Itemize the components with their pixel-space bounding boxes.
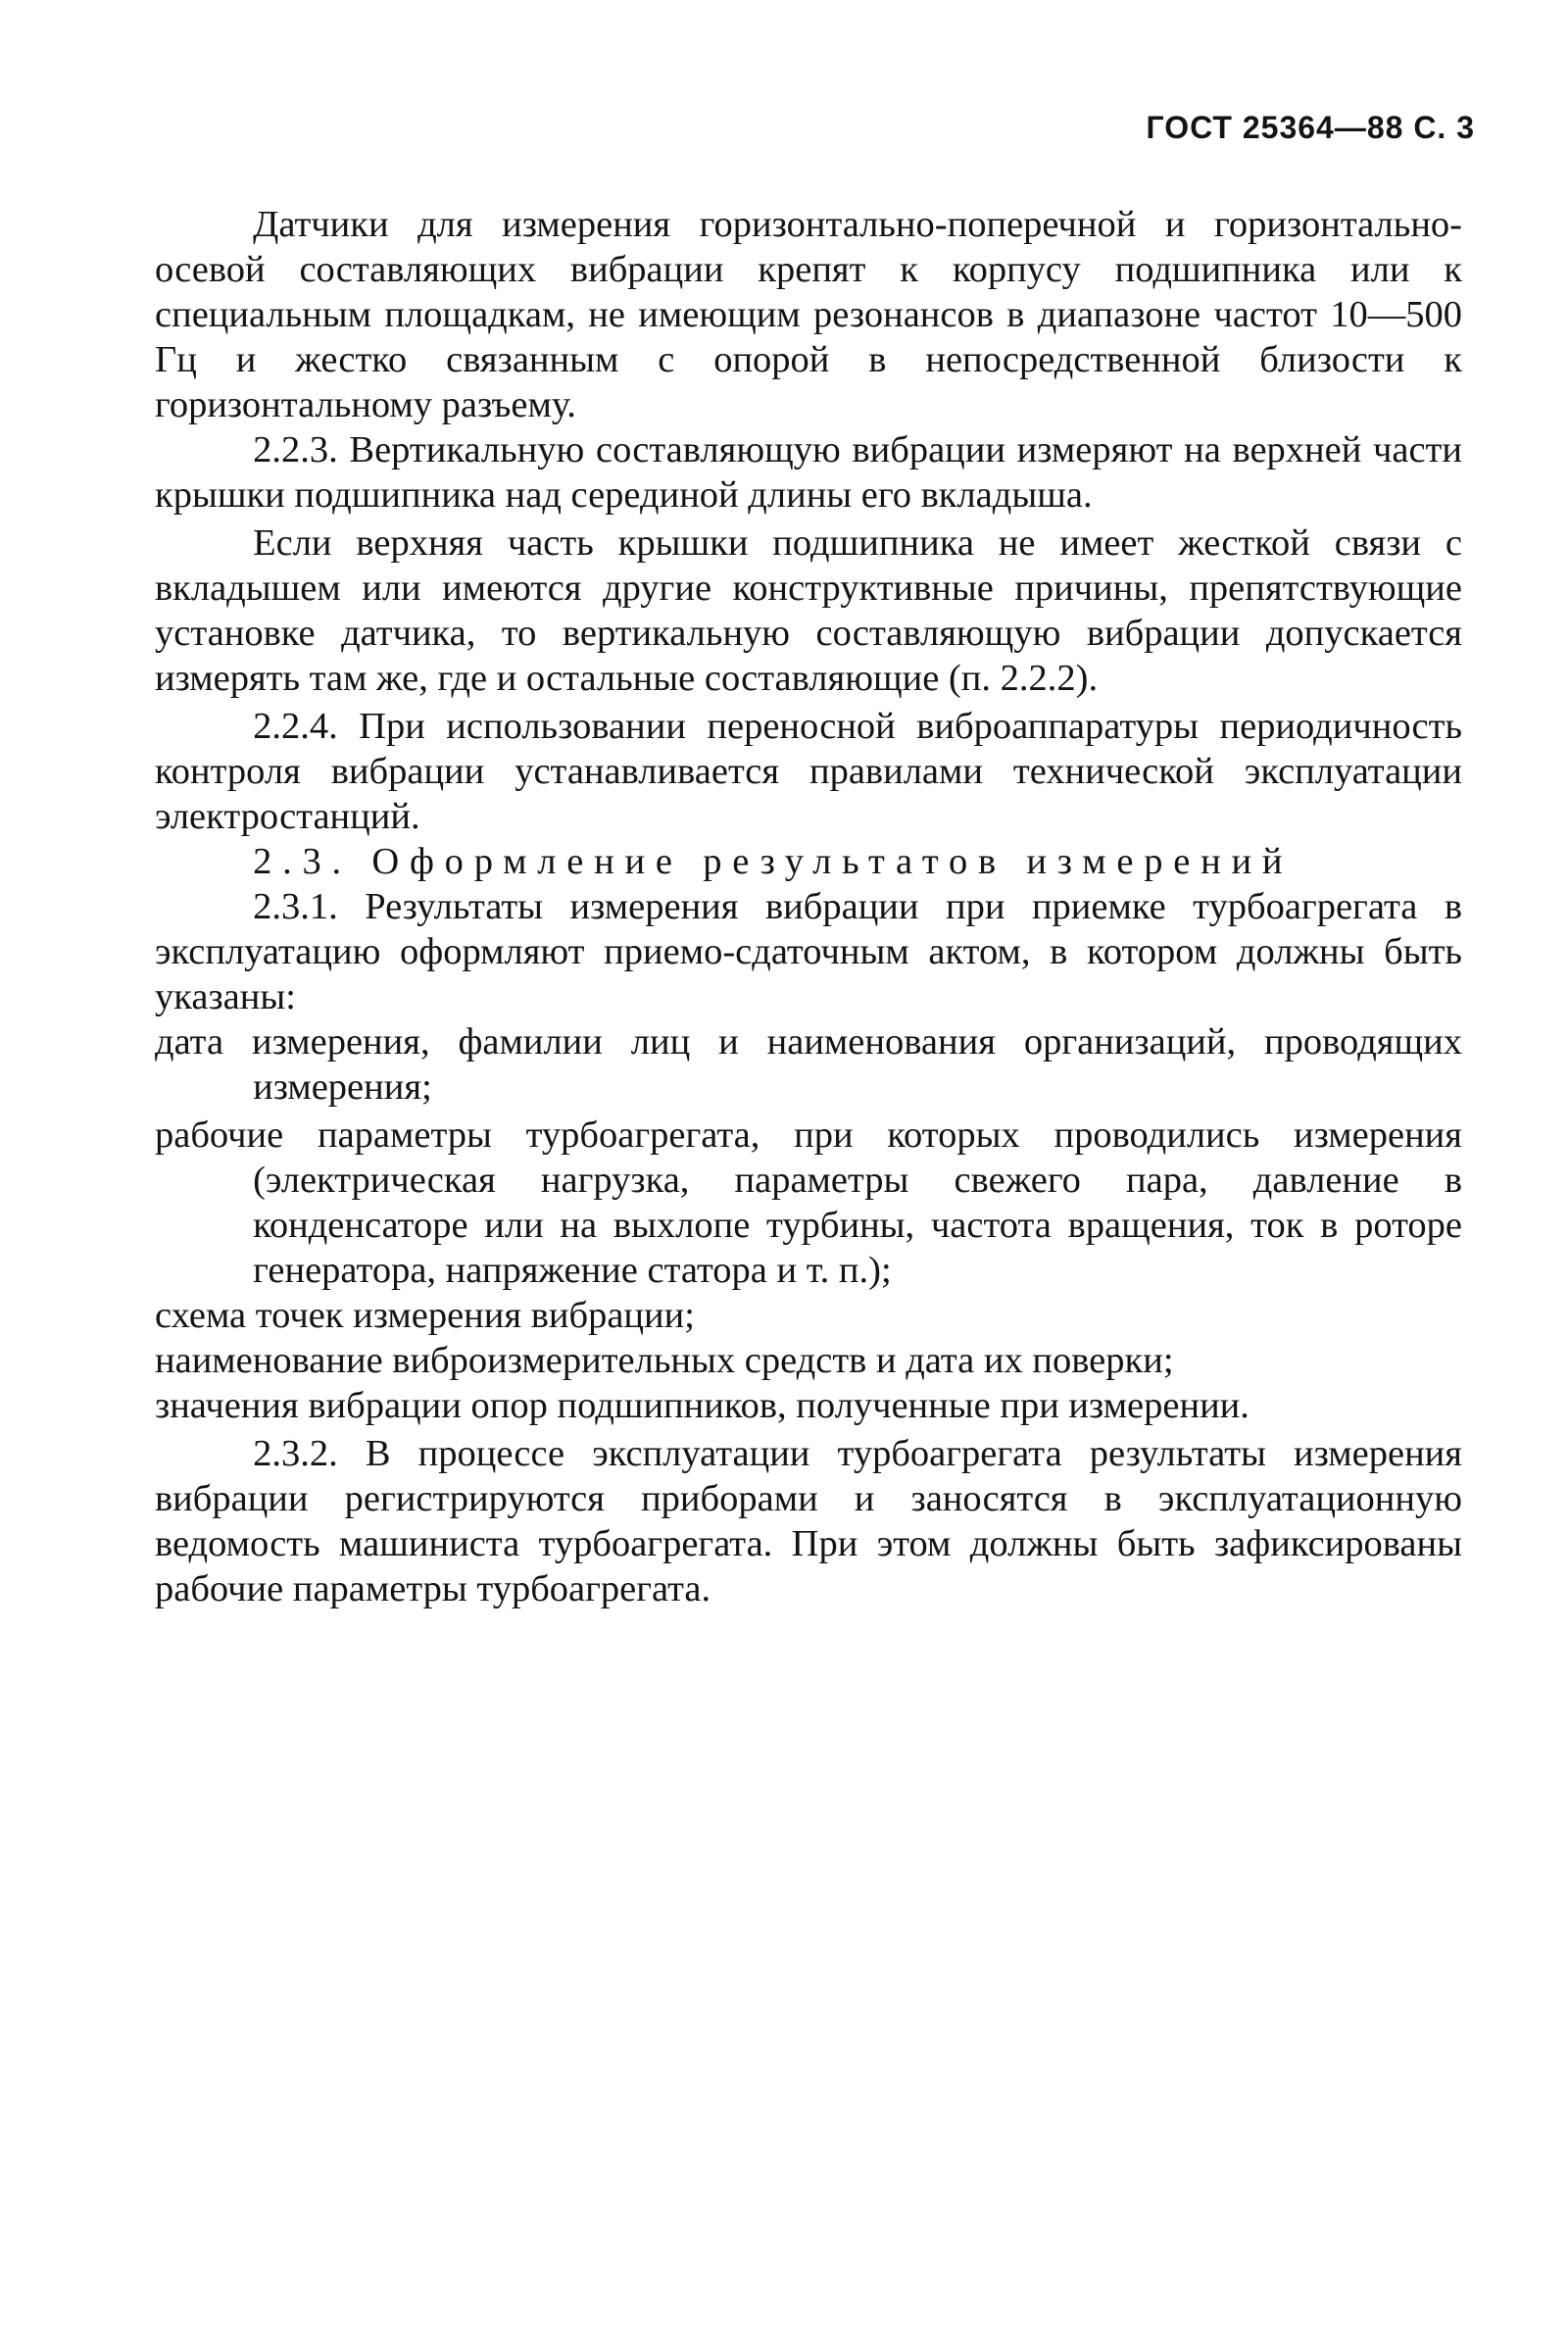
paragraph-2-2-4: 2.2.4. При использовании переносной виброаппаратуры периодичность контроля вибрации устанавливается правилами технической эксплуатации электростанций. bbox=[155, 706, 1462, 837]
page-header: ГОСТ 25364—88 С. 3 bbox=[1146, 110, 1475, 145]
document-body bbox=[155, 202, 1462, 1611]
list-item-values: значения вибрации опор подшипников, полученные при измерении. bbox=[155, 1385, 1250, 1426]
section-heading-2-3: 2.3. Оформление результатов измерений bbox=[253, 841, 1294, 882]
paragraph-2-3-1: 2.3.1. Результаты измерения вибрации при приемке турбоагрегата в эксплуатацию оформляют приемо-сдаточным актом, в котором должны быть указаны: bbox=[155, 886, 1462, 1017]
paragraph-2-2-3: 2.2.3. Вертикальную составляющую вибрации измеряют на верхней части крышки подшипника над серединой длины его вкладыша. bbox=[155, 429, 1462, 516]
list-item-instruments: наименование виброизмерительных средств и дата их поверки; bbox=[155, 1340, 1174, 1381]
paragraph-sensors: Датчики для измерения горизонтально-поперечной и горизонтально-осевой составляющих вибрации крепят к корпусу подшипника или к специальным площадкам, не имеющим резонансов в диапазоне частот 10—500 Гц и жестко связанным с опорой в непосредственной близости к горизонтальному разъему. bbox=[155, 204, 1462, 425]
list-item-date: дата измерения, фамилии лиц и наименования организаций, проводящих измерения; bbox=[155, 1021, 1462, 1108]
list-item-parameters: рабочие параметры турбоагрегата, при которых проводились измерения (электрическая нагрузка, параметры свежего пара, давление в конденсаторе или на выхлопе турбины, частота вращения, ток в роторе генератора, напряжение статора и т. п.); bbox=[155, 1114, 1462, 1291]
paragraph-2-3-2: 2.3.2. В процессе эксплуатации турбоагрегата результаты измерения вибрации регистрируются приборами и заносятся в эксплуатационную ведомость машиниста турбоагрегата. При этом должны быть зафиксированы рабочие параметры турбоагрегата. bbox=[155, 1433, 1462, 1609]
paragraph-upper-cover: Если верхняя часть крышки подшипника не имеет жесткой связи с вкладышем или имеются другие конструктивные причины, препятствующие установке датчика, то вертикальную составляющую вибрации допускается измерять там же, где и остальные составляющие (п. 2.2.2). bbox=[155, 522, 1462, 699]
list-item-scheme: схема точек измерения вибрации; bbox=[155, 1295, 695, 1336]
